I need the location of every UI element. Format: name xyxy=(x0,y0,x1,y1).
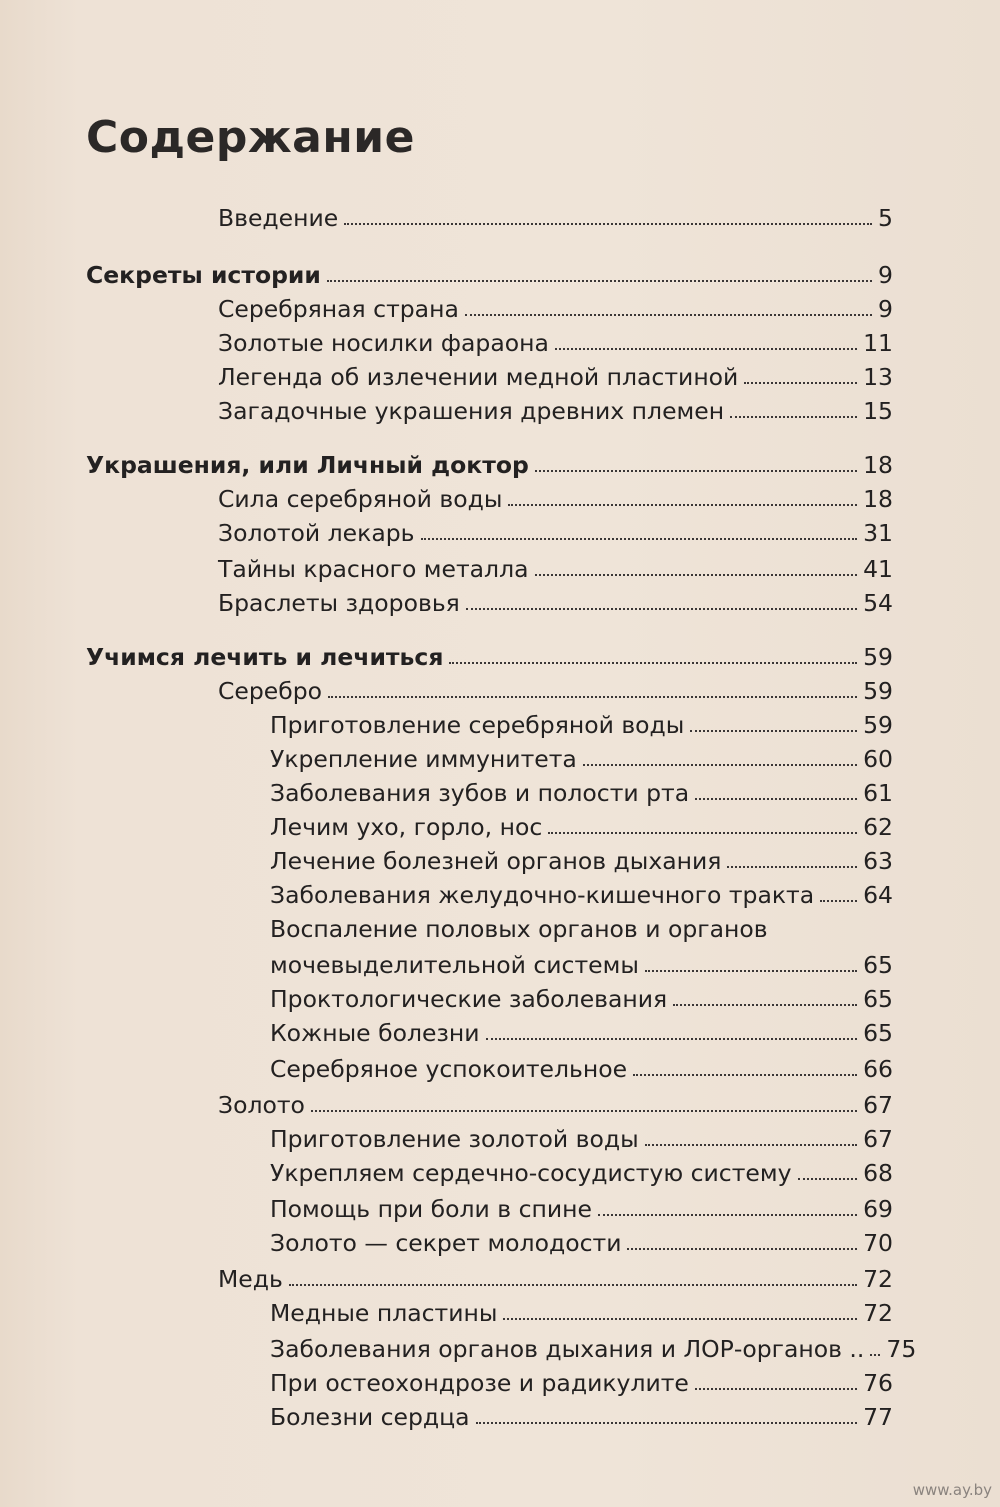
toc-entry xyxy=(86,635,893,669)
toc-entry xyxy=(86,253,893,287)
toc-leader-dots xyxy=(466,608,857,610)
toc-entry xyxy=(218,477,893,511)
toc-entry-page: 62 xyxy=(863,812,893,841)
toc-entry xyxy=(270,805,893,839)
toc-leader-dots xyxy=(508,504,857,506)
toc-entry xyxy=(270,1151,893,1185)
toc-entry-title: Серебряное успокоительное xyxy=(270,1054,628,1083)
toc-entry-title: Серебро xyxy=(218,676,323,705)
toc-entry-page: 67 xyxy=(863,1124,893,1153)
toc-entry-title: Укрепление иммунитета xyxy=(270,744,577,773)
toc-leader-dots xyxy=(820,900,857,902)
toc-entry-title: Тайны красного металла xyxy=(218,554,529,583)
toc-entry xyxy=(270,977,893,1011)
toc-entry xyxy=(218,355,893,389)
toc-entry-title: Медь xyxy=(218,1264,283,1293)
toc-leader-dots xyxy=(627,1248,857,1250)
toc-entry-title: Проктологические заболевания xyxy=(270,984,668,1013)
toc-entry xyxy=(270,1011,893,1045)
toc-leader-dots xyxy=(583,764,857,766)
toc-entry xyxy=(218,669,893,703)
toc-leader-dots xyxy=(695,1388,857,1390)
toc-entry-page: 61 xyxy=(863,778,893,807)
toc-entry xyxy=(218,547,893,581)
watermark: www.ay.by xyxy=(912,1481,992,1499)
toc-entry xyxy=(270,907,893,941)
toc-entry-page: 66 xyxy=(863,1054,893,1083)
toc-leader-dots xyxy=(555,348,857,350)
toc-leader-dots xyxy=(645,970,857,972)
toc-leader-dots xyxy=(535,574,858,576)
toc-entry-title: При остеохондрозе и радикулите xyxy=(270,1368,689,1397)
toc-entry xyxy=(270,1291,893,1325)
toc-entry-title: Воспаление половых органов и органов xyxy=(270,914,768,943)
toc-leader-dots xyxy=(535,470,857,472)
toc-entry-page: 69 xyxy=(863,1194,893,1223)
toc-entry xyxy=(270,839,893,873)
toc-leader-dots xyxy=(289,1284,857,1286)
toc-entry-page: 68 xyxy=(863,1158,893,1187)
toc-entry-title: Загадочные украшения древних племен xyxy=(218,396,725,425)
toc-entry-title: Секреты истории xyxy=(86,260,321,289)
toc-leader-dots xyxy=(449,662,857,664)
toc-leader-dots xyxy=(421,538,858,540)
toc-entry xyxy=(270,703,893,737)
toc-entry-title: Медные пластины xyxy=(270,1298,498,1327)
toc-leader-dots xyxy=(645,1144,857,1146)
toc-entry-title: Золотые носилки фараона xyxy=(218,328,549,357)
toc-entry-title: Украшения, или Личный доктор xyxy=(86,450,529,479)
toc-leader-dots xyxy=(548,832,857,834)
toc-entry xyxy=(270,1117,893,1151)
toc-entry xyxy=(218,321,893,355)
toc-leader-dots xyxy=(730,416,857,418)
toc-leader-dots xyxy=(328,696,857,698)
toc-leader-dots xyxy=(465,314,872,316)
toc-entry-title: Учимся лечить и лечиться xyxy=(86,642,444,671)
toc-leader-dots xyxy=(798,1178,858,1180)
toc-entry-page: 59 xyxy=(863,676,893,705)
toc-entry xyxy=(218,1257,893,1291)
toc-entry-title: Серебряная страна xyxy=(218,294,459,323)
toc-entry xyxy=(270,1361,893,1395)
toc-entry-title: Золотой лекарь xyxy=(218,518,415,547)
toc-entry xyxy=(270,873,893,907)
toc-entry-title: Помощь при боли в спине xyxy=(270,1194,592,1223)
page-title: Содержание xyxy=(86,112,415,163)
toc-entry-page: 18 xyxy=(863,484,893,513)
toc-entry xyxy=(86,443,893,477)
toc-entry xyxy=(270,771,893,805)
toc-leader-dots xyxy=(690,730,857,732)
toc-leader-dots xyxy=(598,1214,857,1216)
toc-entry-title: Приготовление серебряной воды xyxy=(270,710,685,739)
toc-leader-dots xyxy=(486,1038,858,1040)
toc-entry-page: 75 xyxy=(886,1334,917,1363)
toc-entry-page: 54 xyxy=(863,588,893,617)
toc-entry-page: 9 xyxy=(878,294,893,323)
toc-entry-page: 11 xyxy=(863,328,893,357)
toc-leader-dots xyxy=(503,1318,857,1320)
toc-leader-dots xyxy=(673,1004,857,1006)
toc-entry-title: Приготовление золотой воды xyxy=(270,1124,639,1153)
toc-leader-dots xyxy=(727,866,857,868)
toc-leader-dots xyxy=(870,1354,880,1356)
toc-entry xyxy=(218,196,893,230)
toc-entry xyxy=(218,287,893,321)
toc-entry-page: 60 xyxy=(863,744,893,773)
toc-entry-page: 76 xyxy=(863,1368,893,1397)
toc-entry-page: 65 xyxy=(863,984,893,1013)
toc-entry-title: Лечение болезней органов дыхания xyxy=(270,846,722,875)
toc-entry-page: 64 xyxy=(863,880,893,909)
toc-entry-page: 59 xyxy=(863,710,893,739)
toc-entry-page: 70 xyxy=(863,1228,893,1257)
toc-entry-title: мочевыделительной системы xyxy=(270,950,639,979)
toc-entry-page: 18 xyxy=(863,450,893,479)
toc-leader-dots xyxy=(476,1422,858,1424)
toc-entry-page: 15 xyxy=(863,396,893,425)
toc-entry xyxy=(218,511,893,545)
toc-leader-dots xyxy=(344,223,872,225)
toc-entry-page: 63 xyxy=(863,846,893,875)
toc-entry xyxy=(218,389,893,423)
toc-entry xyxy=(218,1083,893,1117)
toc-leader-dots xyxy=(744,382,857,384)
toc-entry-title: Золото — секрет молодости xyxy=(270,1228,622,1257)
toc-entry-title: Золото xyxy=(218,1090,305,1119)
toc-entry-page: 9 xyxy=(878,260,893,289)
toc-entry-page: 13 xyxy=(863,362,893,391)
toc-entry-title: Кожные болезни xyxy=(270,1018,480,1047)
toc-entry-page: 72 xyxy=(863,1298,893,1327)
toc-entry-page: 65 xyxy=(863,1018,893,1047)
toc-entry-page: 67 xyxy=(863,1090,893,1119)
toc-entry xyxy=(270,1187,893,1221)
toc-entry xyxy=(218,581,893,615)
toc-entry xyxy=(270,737,893,771)
toc-leader-dots xyxy=(327,280,872,282)
toc-entry-page: 77 xyxy=(863,1402,893,1431)
toc-leader-dots xyxy=(633,1074,857,1076)
toc-entry-title: Браслеты здоровья xyxy=(218,588,460,617)
toc-entry-title: Введение xyxy=(218,203,339,232)
toc-entry-page: 72 xyxy=(863,1264,893,1293)
toc-leader-dots xyxy=(695,798,857,800)
toc-entry xyxy=(270,1047,893,1081)
toc-entry-title: Легенда об излечении медной пластиной xyxy=(218,362,739,391)
toc-entry-title: Укрепляем сердечно-сосудистую систему xyxy=(270,1158,792,1187)
toc-entry-title: Заболевания желудочно-кишечного тракта xyxy=(270,880,815,909)
toc-entry-page: 59 xyxy=(863,642,893,671)
toc-entry xyxy=(270,1327,917,1363)
toc-entry-page: 31 xyxy=(863,518,893,547)
toc-entry xyxy=(270,943,893,977)
toc-leader-dots xyxy=(311,1110,857,1112)
toc-entry-title: Лечим ухо, горло, нос xyxy=(270,812,543,841)
toc-entry-page: 5 xyxy=(878,203,893,232)
toc-entry xyxy=(270,1395,893,1429)
toc-entry-title: Заболевания органов дыхания и ЛОР-органов .. xyxy=(270,1334,865,1363)
toc-entry-title: Заболевания зубов и полости рта xyxy=(270,778,690,807)
toc-entry xyxy=(270,1221,893,1255)
toc-entry-page: 65 xyxy=(863,950,893,979)
toc-entry-page: 41 xyxy=(863,554,893,583)
toc-entry-title: Болезни сердца xyxy=(270,1402,470,1431)
toc-entry-title: Сила серебряной воды xyxy=(218,484,503,513)
